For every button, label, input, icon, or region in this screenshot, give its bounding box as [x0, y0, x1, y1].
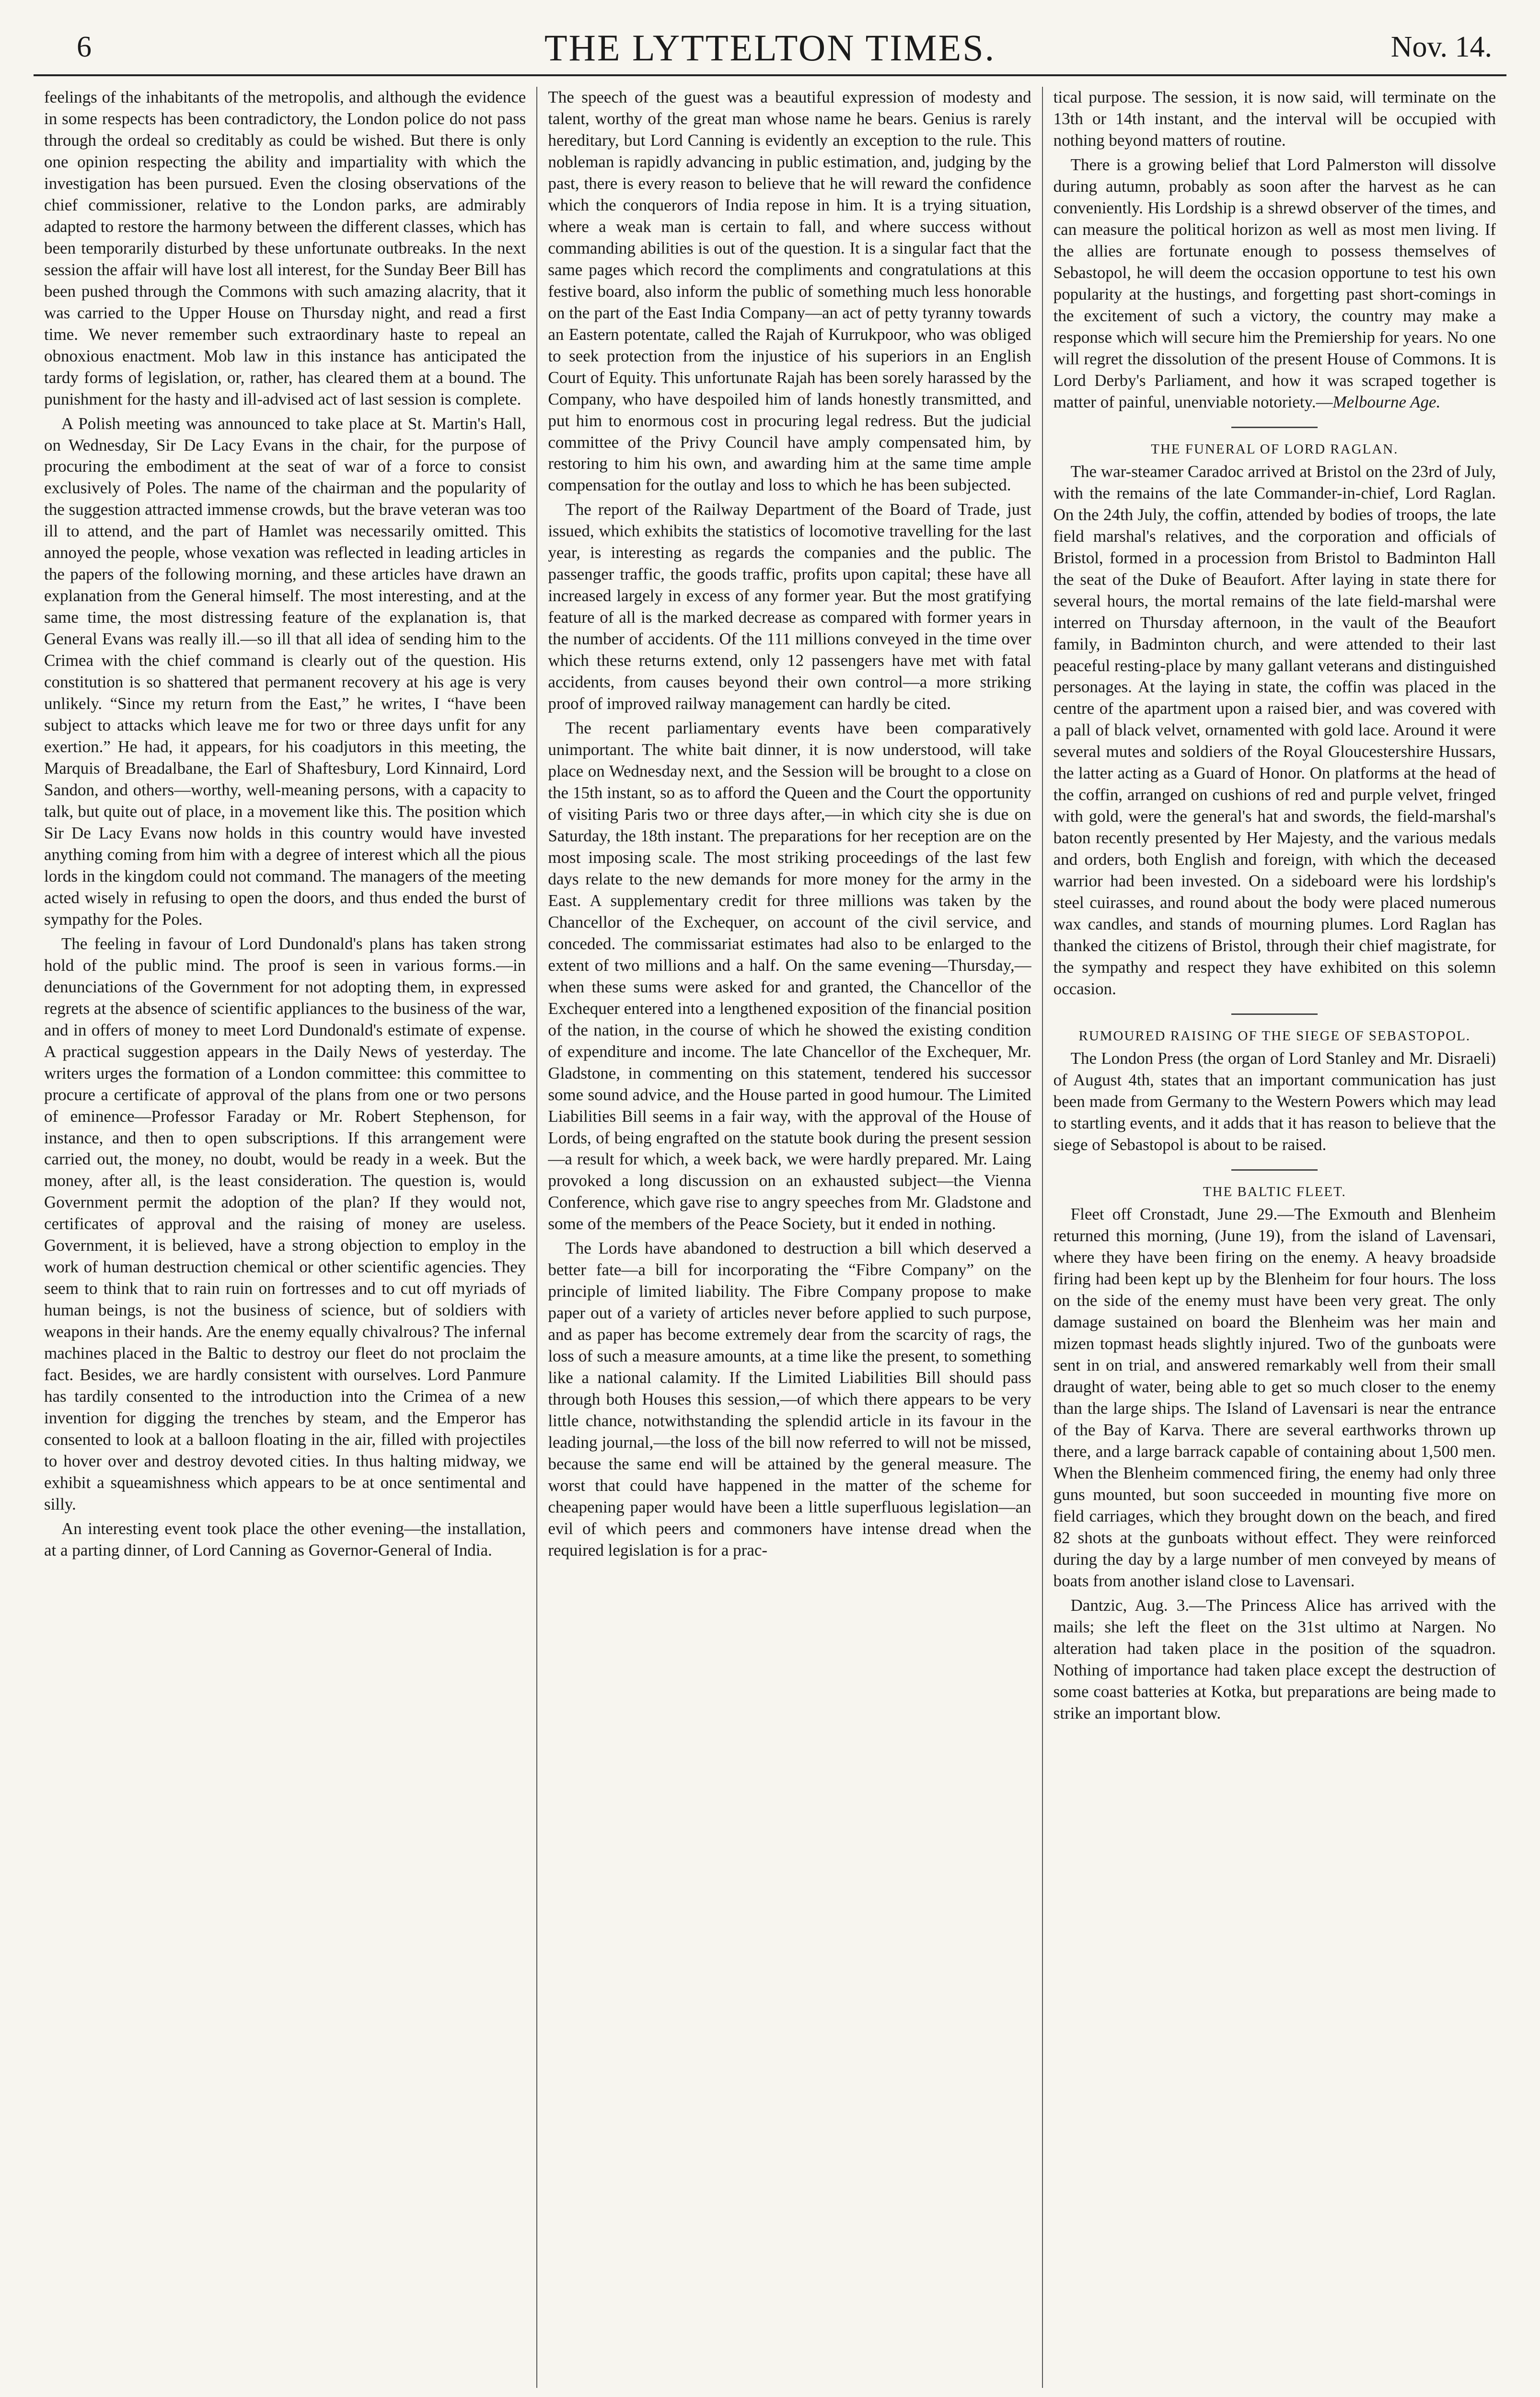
issue-date: Nov. 14. [1390, 31, 1492, 63]
masthead [34, 26, 1506, 76]
column-1 [34, 87, 536, 2388]
paragraph-canning-speech: The speech of the guest was a beautiful expression of modesty and talent, worthy of the great man whose name he bears. Genius is rarely hereditary, but Lord Canning is evidently an exception to the rule. This nobleman is rapidly advancing in public estimation, and, judging by the past, there is every reason to believe that he will reward the confidence which the conquerors of India repose in him. It is a trying situation, where a weak man is certain to fall, and where success without commanding abilities is out of the question. It is a singular fact that the same pages which record the compliments and congratulations at this festive board, also inform the public of something much less honorable on the part of the East India Company—an act of petty tyranny towards an Eastern potentate, called the Rajah of Kurrukpoor, who was obliged to seek protection from the injustice of his superiors in an English Court of Equity. This unfortunate Rajah has been sorely harassed by the Company, who have despoiled him of lands honestly transmitted, and put him to enormous cost in procuring legal redress. But the judicial committee of the Privy Council have amply compensated him, by restoring to him his own, and awarding him at the same time ample compensation for the outlay and loss to which he has been subjected. [548, 88, 1031, 495]
paragraph-sebastopol: The London Press (the organ of Lord Stanley and Mr. Disraeli) of August 4th, states that an important communication has just been made from Germany to the Western Powers which may lead to startling events, and it adds that it has reason to believe that the siege of Sebastopol is about to be raised. [1053, 1049, 1496, 1154]
section-divider [1231, 1013, 1318, 1015]
paragraph-police-inquiry: feelings of the inhabitants of the metropolis, and although the evidence in some respects has been contradictory, the London police do not pass through the ordeal so creditably as could be wished. But there is only one opinion respecting the ability and impartiality with which the investigation has been pursued. Even the closing observations of the chief commissioner, relative to the London parks, are admirably adapted to restore the harmony between the different classes, which has been temporarily disturbed by these unfortunate outbreaks. In the next session the affair will have lost all interest, for the Sunday Beer Bill has been pushed through the Commons with such amazing alacrity, that it was carried to the Upper House on Thursday night, and read a first time. We never remember such extraordinary haste to repeal an obnoxious enactment. Mob law in this instance has anticipated the tardy forms of legislation, or, rather, has cleared them at a bound. The punishment for the hasty and ill-advised act of last session is complete. [44, 88, 526, 408]
column-2 [536, 87, 1042, 2388]
paragraph-dantzic: Dantzic, Aug. 3.—The Princess Alice has arrived with the mails; she left the fleet on the 31st ultimo at Nargen. No alteration had taken place in the position of the squadron. Nothing of importance had taken place except the destruction of some coast batteries at Kotka, but preparations are being made to strike an important blow. [1053, 1595, 1496, 1722]
palmerston-text: There is a growing belief that Lord Palmerston will dissolve during autumn, probably as soon after the harvest as he can conveniently. His Lordship is a shrewd observer of the times, and can measure the political horizon as well as most men living. If the allies are fortunate enough to possess themselves of Sebastopol, he will deem the occasion opportune to test his own popularity at the hustings, and forgetting past short-comings in the excitement of such a victory, the country may make a response which will secure him the Premiership for years. No one will regret the dissolution of the present House of Commons. It is Lord Derby's Parliament, and how it was scraped together is matter of painful, unenviable notoriety.— [1053, 155, 1496, 411]
paragraph-palmerston-dissolution [1054, 154, 1496, 413]
heading-funeral-raglan: THE FUNERAL OF LORD RAGLAN. [1151, 441, 1399, 457]
paragraph-canning-installation: An interesting event took place the other evening—the installation, at a parting dinner, of Lord Canning as Governor-General of India. [44, 1519, 526, 1559]
paragraph-dundonald-plans: The feeling in favour of Lord Dundonald's plans has taken strong hold of the public mind. The proof is seen in various forms.—in denunciations of the Government for not adopting them, in expressed regrets at the absence of scientific appliances to the business of the war, and in offers of money to meet Lord Dundonald's estimate of expense. A practical suggestion appears in the Daily News of yesterday. The writers urges the formation of a London committee: this committee to procure a certificate of approval of the plans from one or two persons of eminence—Professor Faraday or Mr. Robert Stephenson, for instance, and then to open subscriptions. If this arrangement were carried out, the money, no doubt, would be ready in a week. But the money, after all, is the least consideration. The question is, would Government permit the adoption of the plan? If they would not, certificates of approval and the raising of money are useless. Government, it is believed, have a strong objection to employ in the work of human destruction chemical or other scientific agencies. They seem to think that to rain ruin on fortresses and to cut off myriads of human beings, is not the business of science, but of soldiers with weapons in their hands. Are the enemy equally chivalrous? The infernal machines placed in the Baltic to destroy our fleet do not proclaim the fact. Besides, we are hardly consistent with ourselves. Lord Panmure has tardily consented to the introduction into the Crimea of a new invention for digging the trenches by steam, and the Emperor has consented to look at a balloon floating in the air, filled with projectiles to hover over and destroy devoted cities. In thus halting midway, we exhibit a squeamishness which appears to be at once sentimental and silly. [44, 934, 526, 1513]
section-divider [1231, 427, 1318, 428]
paragraph-funeral-raglan: The war-steamer Caradoc arrived at Bristol on the 23rd of July, with the remains of the late Commander-in-chief, Lord Raglan. On the 24th July, the coffin, attended by bodies of troops, the late field marshal's relatives, and the corporation and officials of Bristol, formed in a procession from Bristol to Badminton Hall the seat of the Duke of Beaufort. After laying in state there for several hours, the mortal remains of the late field-marshal were interred on Thursday afternoon, in the vault of the Beaufort family, in Badminton church, and were attended to their last peaceful resting-place by many gallant veterans and distinguished personages. At the laying in state, the coffin was placed in the centre of the apartment upon a raised bier, and was covered with a pall of black velvet, ornamented with gold lace. Around it were several mutes and soldiers of the Royal Gloucestershire Hussars, the latter acting as a Guard of Honor. On platforms at the head of the coffin, arranged on cushions of red and purple velvet, fringed with gold, were the general's hat and swords, the field-marshal's baton recently presented by Her Majesty, and the various medals and orders, both English and foreign, with which the deceased warrior had been invested. On a sideboard were his lordship's steel cuirasses, and round about the body were placed numerous wax candles, and stands of mourning plumes. Lord Raglan has thanked the citizens of Bristol, through their chief magistrate, for the sympathy and respect they have exhibited on this solemn occasion. [1053, 462, 1496, 999]
paragraph-fibre-company: The Lords have abandoned to destruction a bill which deserved a better fate—a bill for incorporating the “Fibre Company” on the principle of limited liability. The Fibre Company propose to make paper out of a variety of articles never before applied to such purpose, and as paper has become extremely dear from the scarcity of rags, the loss of such a measure amounts, at a time like the present, to something like a national calamity. If the Limited Liabilities Bill should pass through both Houses this session,—of which there appears to be very little chance, notwithstanding the splendid article in its favour in the leading journal,—the loss of the bill now referred to will not be missed, because the same end will be attained by the general measure. The worst that could have happened in the matter of the scheme for cheapening paper would have been a little superfluous legislation—an evil of which peers and commoners have intense dread when the required legislation is for a prac- [548, 1239, 1031, 1559]
paragraph-railway-report: The report of the Railway Department of the Board of Trade, just issued, which exhibits the statistics of locomotive travelling for the last year, is interesting as regards the companies and the public. The passenger traffic, the goods traffic, profits upon capital; these have all increased largely in excess of any former year. But the most gratifying feature of all is the marked decrease as compared with former years in the number of accidents. Of the 111 millions conveyed in the time over which these returns extend, only 12 passengers have met with fatal accidents, from causes beyond their own control—a more striking proof of improved railway management can hardly be cited. [548, 500, 1031, 713]
paragraph-parliamentary-events: The recent parliamentary events have been comparatively unimportant. The white bait dinner, it is now understood, will take place on Wednesday next, and the Session will be brought to a close on the 15th instant, so as to afford the Queen and the Court the opportunity of visiting Paris two or three days after,—in which city she is due on Saturday, the 18th instant. The preparations for her reception are on the most imposing scale. The most striking proceedings of the last few days relate to the new demands for more money for the army in the East. A supplementary credit for three millions was taken by the Chancellor of the Exchequer, on account of the civil service, and conceded. The commissariat estimates had also to be enlarged to the extent of two millions and a half. On the same evening—Thursday,—when these sums were asked for and granted, the Chancellor of the Exchequer entered into a lengthened exposition of the financial position of the nation, in the course of which he showed the existing condition of expenditure and income. The late Chancellor of the Exchequer, Mr. Gladstone, in commenting on this statement, tendered his successor some sound advice, and the House parted in good humour. The Limited Liabilities Bill seems in a fair way, with the approval of the House of Lords, of being engrafted on the statute book during the present session—a result for which, a week back, we were hardly prepared. Mr. Laing provoked a long discussion on an exhausted subject—the Vienna Conference, which gave rise to angry speeches from Mr. Gladstone and some of the members of the Peace Society, but it ended in nothing. [548, 719, 1031, 1233]
page-number: 6 [77, 31, 92, 63]
article-columns [34, 87, 1506, 2388]
source-signature: Melbourne Age. [1332, 392, 1441, 411]
paragraph-fleet-cronstadt: Fleet off Cronstadt, June 29.—The Exmouth and Blenheim returned this morning, (June 19), from the island of Lavensari, where they have been firing on the enemy. A heavy broadside firing had been kept up by the Blenheim for four hours. The loss on the side of the enemy must have been very great. The only damage sustained on board the Blenheim was her main and mizen topmast heads slightly injured. Two of the gunboats were sent in on trial, and answered remarkably well from their small draught of water, being able to get so much closer to the enemy than the large ships. The Island of Lavensari is near the entrance of the Bay of Karva. There are several earthworks thrown up there, and a large barrack capable of containing about 1,500 men. When the Blenheim commenced firing, the enemy had only three guns mounted, but soon succeeded in mounting five more on field carriages, which they brought down on the beach, and fired 82 shots at the gunboats without effect. They were reinforced during the day by a large number of men conveyed by means of boats from another island close to Lavensari. [1053, 1205, 1496, 1590]
paragraph-polish-meeting: A Polish meeting was announced to take place at St. Martin's Hall, on Wednesday, Sir De Lacy Evans in the chair, for the purpose of procuring the embodiment at the seat of war of a force to consist exclusively of Poles. The name of the chairman and the popularity of the suggestion attracted immense crowds, but the brave veteran was too ill to attend, and the part of Hamlet was necessarily omitted. This annoyed the people, whose vexation was reflected in leading articles in the papers of the following morning, and these articles have drawn an explanation from the General himself. The most interesting, and at the same time, the most distressing feature of the explanation is, that General Evans was really ill.—so ill that all idea of sending him to the Crimea with the chief command is clearly out of the question. His constitution is so shattered that permanent recovery at his age is very unlikely. “Since my return from the East,” he writes, I “have been subject to attacks which leave me for two or three days unfit for any exertion.” He had, it appears, for his coadjutors in this meeting, the Marquis of Breadalbane, the Earl of Shaftesbury, Lord Kinnaird, Lord Sandon, and others—worthy, well-meaning persons, with a capacity to talk, but quite out of place, in a movement like this. The position which Sir De Lacy Evans now holds in this country would have invested anything coming from him with a degree of interest which all the pious lords in the kingdom could not command. The managers of the meeting acted wisely in refusing to open the doors, and thus ended the burst of sympathy for the Poles. [44, 414, 526, 929]
column-3 [1042, 87, 1506, 2388]
heading-baltic-fleet: THE BALTIC FLEET. [1203, 1184, 1346, 1200]
paragraph-session-end: tical purpose. The session, it is now said, will terminate on the 13th or 14th instant, and the interval will be occupied with nothing beyond matters of routine. [1053, 88, 1496, 150]
newspaper-title: THE LYTTELTON TIMES. [544, 27, 996, 69]
section-divider [1231, 1169, 1318, 1171]
heading-sebastopol: RUMOURED RAISING OF THE SIEGE OF SEBASTOPOL. [1078, 1028, 1471, 1044]
